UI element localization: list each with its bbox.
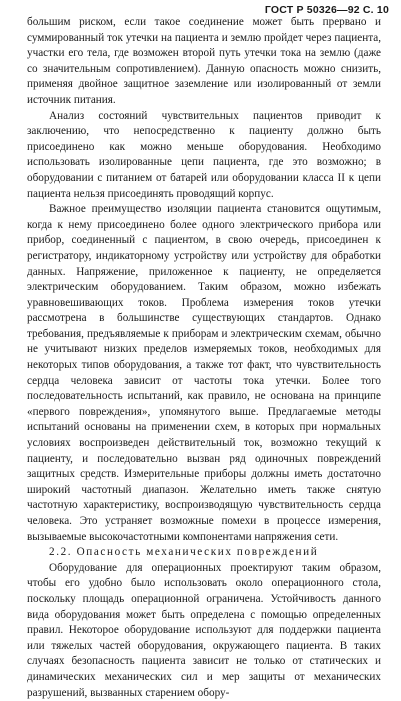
section-heading-mechanical-hazard: 2.2. Опасность механических повреждений — [49, 546, 319, 559]
paragraph-patient-analysis: Анализ состояний чувствительных пациентов приводит к заключению, что непосредственно к пациенту должно быть присоединено как можно меньше оборудования. Необходимо использовать изолированные цепи пациента, где это возможно; в оборудовании с питанием от батарей или оборудовании класса II к цепи пациента нельзя присоединять проводящий корпус. — [27, 109, 381, 200]
page-body — [27, 15, 381, 701]
paragraph-patient-isolation: Важное преимущество изоляции пациента становится ощутимым, когда к нему присоединено более одного электрического прибора или прибор, соединенный с пациентом, в свою очередь, присоединен к регистратору, индикаторному устройству или устройству для обработки данных. Напряжение, приложенное к пациенту, не определяется электрическим оборудованием. Таким образом, можно избежать уравновешивающих токов. Проблема измерения токов утечки рассмотрена в большинстве существующих стандартов. Однако требования, предъявляемые к приборам и электрическим схемам, обычно не учитывают низких пределов измеряемых токов, необходимых для некоторых типов оборудования, а также тот факт, что чувствительность сердца человека зависит от частоты тока утечки. Более того последовательность испытаний, как правило, не основана на принципе «первого повреждения», упомянутого выше. Предлагаемые методы испытаний основаны на применении схем, в которых при нормальных условиях воспроизведен действительный ток, возможно текущий к пациенту, и последовательно вызван ряд одиночных повреждений защитных средств. Измерительные приборы должны иметь достаточно широкий частотный диапазон. Желательно иметь также снятую частотную характеристику, воспроизводящую чувствительность сердца человека. Это устраняет возможные помехи в процессе измерения, вызываемые высокочастотными компонентами напряжения сети. — [27, 203, 381, 543]
paragraph-continuation: большим риском, если такое соединение может быть прервано и суммированный ток утечки на пациента и землю пройдет через пациента, участки его тела, где возможен второй путь утечки тока на землю (даже со значительным сопротивлением). Данную опасность можно снизить, применяя двойное защитное заземление или изолированный от земли источник питания. — [27, 16, 381, 106]
paragraph-operating-room-equipment: Оборудование для операционных проектируют таким образом, чтобы его удобно было использовать около операционного стола, поскольку площадь операционной ограничена. Устойчивость данного вида оборудования может быть определена с помощью определенных правил. Некоторое оборудование используют для поддержки пациента или тяжелых частей оборудования, окружающего пациента. В таких случаях безопасность пациента зависит не только от статических и динамических механических сил и мер защиты от механических разрушений, вызванных старением обору- — [27, 561, 381, 699]
page-header: ГОСТ Р 50326—92 С. 10 — [264, 4, 389, 16]
